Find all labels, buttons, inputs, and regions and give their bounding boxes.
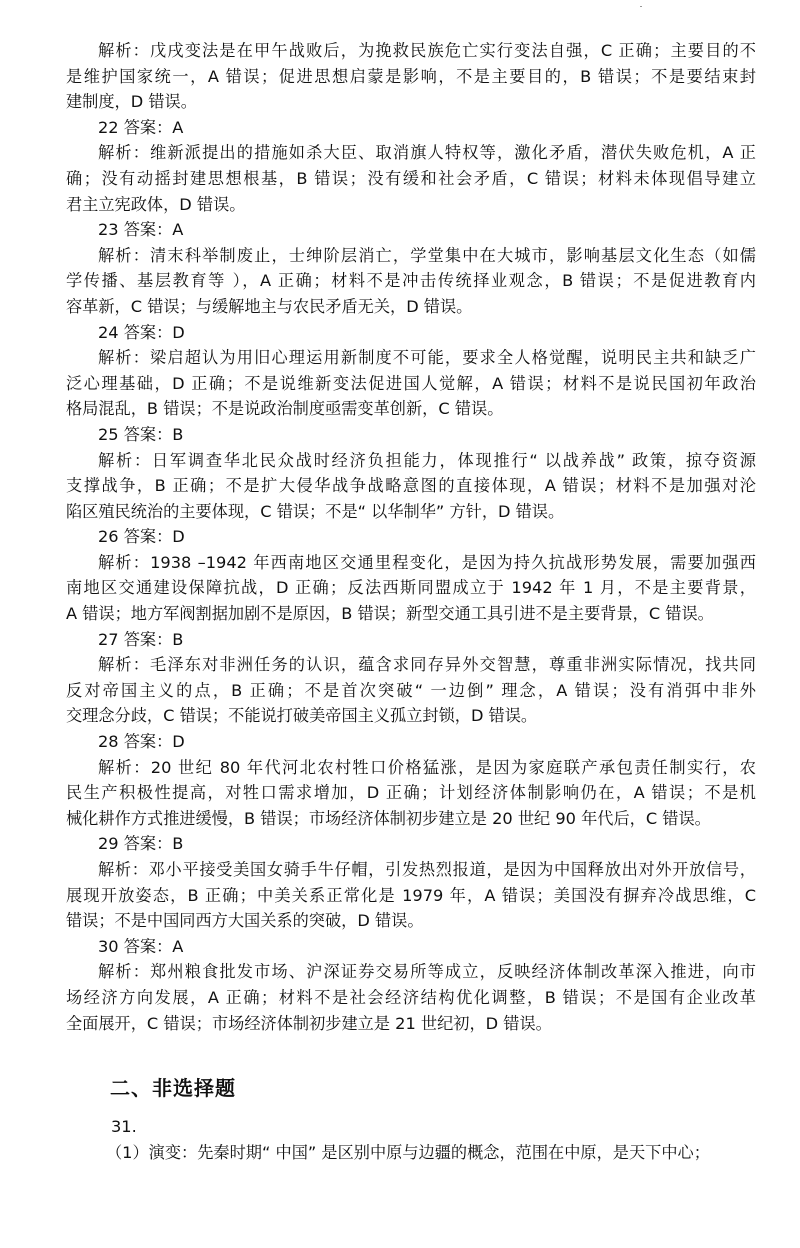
- answer-line: 29 答案：B: [98, 834, 184, 854]
- explanation-line-first: 解析：戊戌变法是在甲午战败后，为挽救民族危亡实行变法自强，C 正确；主要目的不: [98, 41, 756, 60]
- explanation-line-first: 解析：维新派提出的措施如杀大臣、取消旗人特权等，激化矛盾，潜伏失败危机，A 正: [98, 143, 756, 163]
- explanation-line-first: 解析：毛泽东对非洲任务的认识，蕴含求同存异外交智慧，尊重非洲实际情况，找共同: [98, 655, 756, 675]
- explanation-line: 学传播、基层教育等 ），A 正确；材料不是冲击传统择业观念，B 错误；不是促进教育内: [66, 271, 756, 291]
- answer-line: 28 答案：D: [98, 732, 185, 752]
- answer-line: 22 答案：A: [98, 117, 184, 137]
- explanation-line: 容革新，C 错误；与缓解地主与农民矛盾无关，D 错误。: [66, 296, 473, 316]
- answer-line: 27 答案：B: [98, 629, 184, 649]
- explanation-line: A 错误；地方军阀割据加剧不是原因，B 错误；新型交通工具引进不是主要背景，C 错误。: [66, 604, 714, 624]
- explanation-line: 展现开放姿态，B 正确；中美关系正常化是 1979 年，A 错误；美国没有摒弃冷战思维，C: [66, 885, 756, 905]
- answer-line: 25 答案：B: [98, 424, 184, 444]
- explanation-line: 全面展开，C 错误；市场经济体制初步建立是 21 世纪初，D 错误。: [66, 1013, 552, 1033]
- explanation-line: 支撑战争，B 正确；不是扩大侵华战争战略意图的直接体现，A 错误；材料不是加强对沦: [66, 476, 756, 496]
- explanation-line: 民生产积极性提高，对牲口需求增加，D 正确；计划经济体制影响仍在，A 错误；不是机: [66, 783, 756, 803]
- explanation-line: 确；没有动摇封建思想根基，B 错误；没有缓和社会矛盾，C 错误；材料未体现倡导建立: [66, 168, 756, 188]
- explanation-line-first: 解析：1938 –1942 年西南地区交通里程变化，是因为持久抗战形势发展，需要加强西: [98, 552, 756, 572]
- question-part: （1）演变：先秦时期“ 中国” 是区别中原与边疆的概念，范围在中原，是天下中心；: [106, 1142, 710, 1162]
- answer-line: 30 答案：A: [98, 936, 184, 956]
- explanation-line-first: 解析：日军调查华北民众战时经济负担能力，体现推行“ 以战养战” 政策，掠夺资源: [98, 450, 756, 470]
- explanation-line: 建制度，D 错误。: [66, 92, 197, 112]
- explanation-line: 械化耕作方式推进缓慢，B 错误；市场经济体制初步建立是 20 世纪 90 年代后，C 错误。: [66, 808, 711, 828]
- explanation-line-first: 解析：邓小平接受美国女骑手牛仔帽，引发热烈报道，是因为中国释放出对外开放信号，: [98, 860, 756, 879]
- explanation-line-first: 解析：梁启超认为用旧心理运用新制度不可能，要求全人格觉醒，说明民主共和缺乏广: [98, 348, 756, 368]
- explanation-line: 反对帝国主义的点，B 正确；不是首次突破“ 一边倒” 理念，A 错误；没有消弭中非外: [66, 680, 756, 700]
- answer-line: 23 答案：A: [98, 220, 184, 240]
- explanation-line: 陷区殖民统治的主要体现，C 错误；不是“ 以华制华” 方针，D 错误。: [66, 501, 565, 521]
- explanation-line: 格局混乱，B 错误；不是说政治制度亟需变革创新，C 错误。: [66, 399, 504, 419]
- explanation-line-first: 解析：郑州粮食批发市场、沪深证券交易所等成立，反映经济体制改革深入推进，向市: [98, 962, 756, 982]
- explanation-line: 南地区交通建设保障抗战，D 正确；反法西斯同盟成立于 1942 年 1 月，不是主要背景，: [66, 578, 756, 598]
- section-title: 二、非选择题: [110, 1076, 236, 1101]
- document-page: [66, 38, 756, 1165]
- question-number: 31.: [111, 1117, 137, 1137]
- answer-line: 26 答案：D: [98, 527, 185, 547]
- explanation-line-first: 解析：清末科举制废止，士绅阶层消亡，学堂集中在大城市，影响基层文化生态（如儒: [98, 245, 756, 265]
- explanation-line: 场经济方向发展，A 正确；材料不是社会经济结构优化调整，B 错误；不是国有企业改革: [66, 987, 756, 1007]
- page-mark: [640, 6, 642, 7]
- explanation-line-first: 解析：20 世纪 80 年代河北农村牲口价格猛涨，是因为家庭联产承包责任制实行，农: [98, 757, 756, 777]
- explanation-line: 君主立宪政体，D 错误。: [66, 194, 246, 214]
- explanation-line: 泛心理基础，D 正确；不是说维新变法促进国人觉解，A 错误；材料不是说民国初年政治: [66, 373, 756, 393]
- explanation-line: 交理念分歧，C 错误；不能说打破美帝国主义孤立封锁，D 错误。: [66, 706, 538, 726]
- explanation-line: 错误；不是中国同西方大国关系的突破，D 错误。: [66, 911, 424, 931]
- explanation-line: 是维护国家统一，A 错误；促进思想启蒙是影响，不是主要目的，B 错误；不是要结束封: [66, 66, 756, 86]
- answer-line: 24 答案：D: [98, 322, 185, 342]
